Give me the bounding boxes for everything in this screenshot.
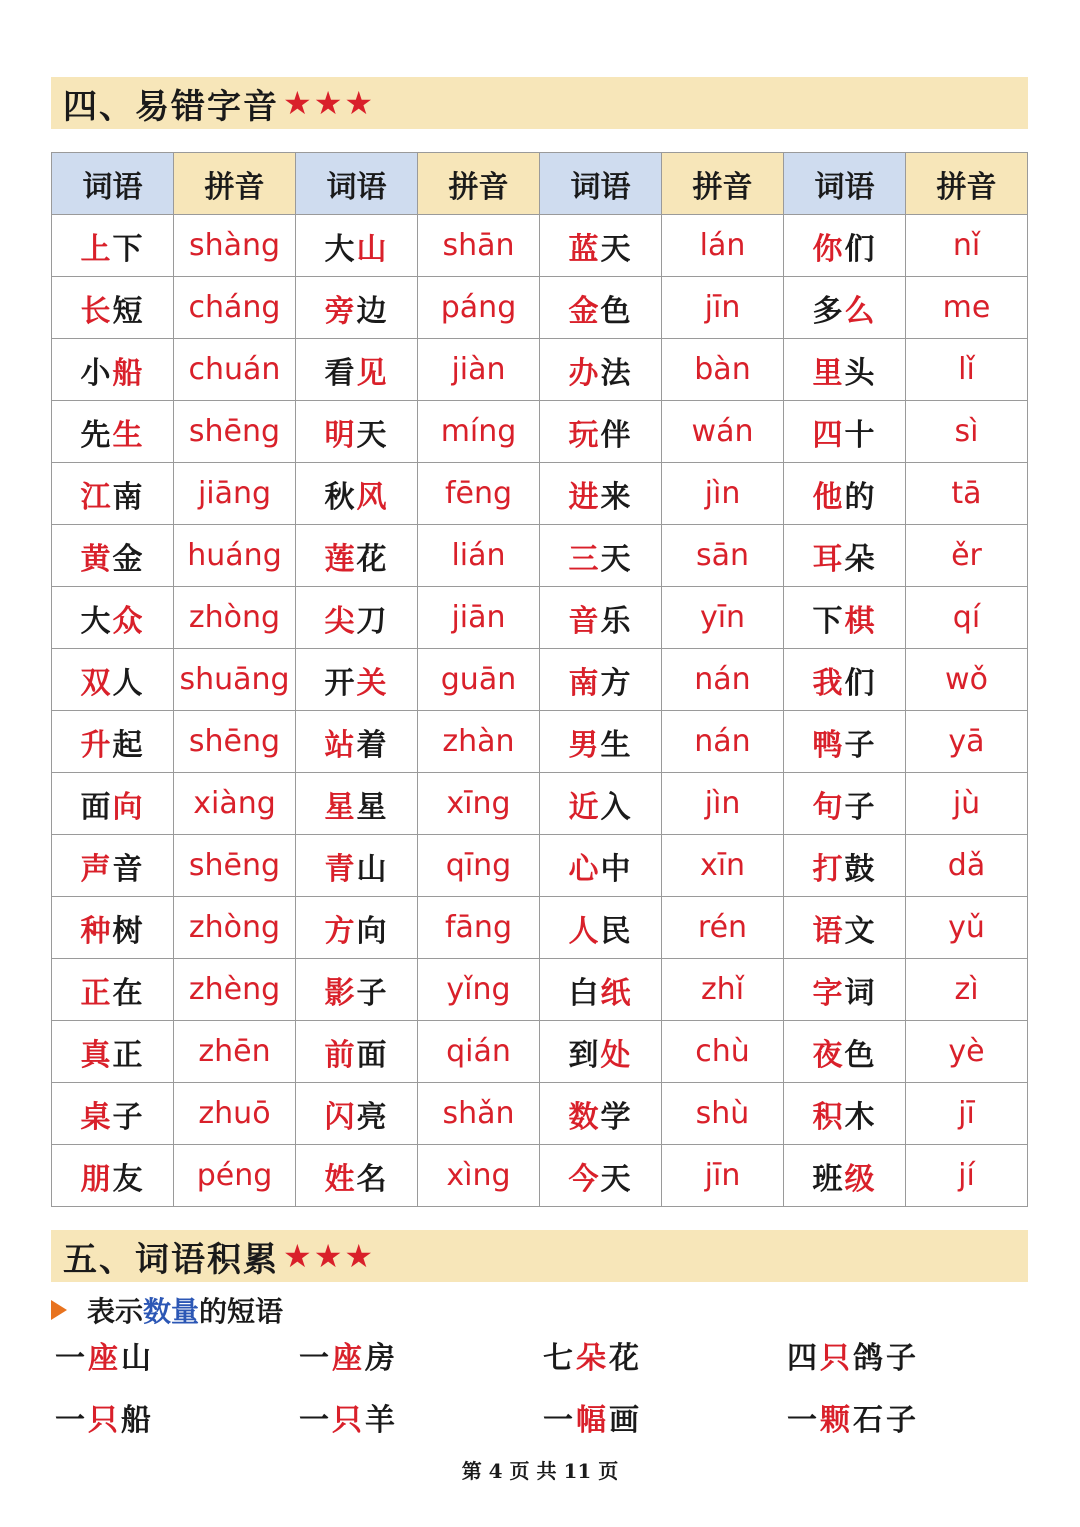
word-cell: 打鼓	[784, 835, 906, 897]
word-cell: 小船	[52, 339, 174, 401]
pinyin-cell: yǐng	[418, 959, 540, 1021]
word-cell: 近入	[540, 773, 662, 835]
word-cell: 影子	[296, 959, 418, 1021]
subheading-text: 表示数量的短语	[87, 1295, 284, 1328]
pinyin-cell: shān	[418, 215, 540, 277]
table-row	[52, 525, 1028, 587]
word-cell: 金色	[540, 277, 662, 339]
subheading	[51, 1290, 283, 1330]
header-pinyin: 拼音	[662, 153, 784, 215]
word-cell: 耳朵	[784, 525, 906, 587]
pinyin-cell: zhēn	[174, 1021, 296, 1083]
word-cell: 方向	[296, 897, 418, 959]
pinyin-cell: zhuō	[174, 1083, 296, 1145]
table-row	[52, 649, 1028, 711]
word-cell: 蓝天	[540, 215, 662, 277]
pinyin-cell: míng	[418, 401, 540, 463]
word-cell: 黄金	[52, 525, 174, 587]
word-cell: 升起	[52, 711, 174, 773]
word-cell: 三天	[540, 525, 662, 587]
section-5-title: 五、词语积累	[63, 1239, 279, 1280]
word-cell: 句子	[784, 773, 906, 835]
phrase-item: 一颗石子	[787, 1403, 919, 1438]
word-cell: 今天	[540, 1145, 662, 1207]
pinyin-cell: shù	[662, 1083, 784, 1145]
pinyin-cell: yīn	[662, 587, 784, 649]
pinyin-cell: dǎ	[906, 835, 1028, 897]
pinyin-cell: xìng	[418, 1145, 540, 1207]
table-row	[52, 1021, 1028, 1083]
word-cell: 音乐	[540, 587, 662, 649]
pinyin-cell: xiàng	[174, 773, 296, 835]
table-row	[52, 587, 1028, 649]
pinyin-cell: jìn	[662, 463, 784, 525]
header-word: 词语	[52, 153, 174, 215]
pinyin-cell: chù	[662, 1021, 784, 1083]
pinyin-cell: shēng	[174, 835, 296, 897]
word-cell: 上下	[52, 215, 174, 277]
word-cell: 语文	[784, 897, 906, 959]
word-cell: 他的	[784, 463, 906, 525]
table-row	[52, 277, 1028, 339]
table-row	[52, 1083, 1028, 1145]
word-cell: 积木	[784, 1083, 906, 1145]
word-cell: 看见	[296, 339, 418, 401]
word-cell: 江南	[52, 463, 174, 525]
word-cell: 鸭子	[784, 711, 906, 773]
table-row	[52, 959, 1028, 1021]
pinyin-cell: nán	[662, 711, 784, 773]
pinyin-cell: xīn	[662, 835, 784, 897]
word-cell: 你们	[784, 215, 906, 277]
pinyin-cell: yǔ	[906, 897, 1028, 959]
pinyin-cell: shēng	[174, 711, 296, 773]
header-word: 词语	[540, 153, 662, 215]
word-cell: 大众	[52, 587, 174, 649]
pinyin-cell: rén	[662, 897, 784, 959]
word-cell: 四十	[784, 401, 906, 463]
table-row	[52, 773, 1028, 835]
header-pinyin: 拼音	[906, 153, 1028, 215]
word-cell: 多么	[784, 277, 906, 339]
pinyin-cell: zhàn	[418, 711, 540, 773]
pinyin-cell: me	[906, 277, 1028, 339]
word-cell: 尖刀	[296, 587, 418, 649]
pinyin-cell: fāng	[418, 897, 540, 959]
word-cell: 姓名	[296, 1145, 418, 1207]
pinyin-cell: nán	[662, 649, 784, 711]
word-cell: 进来	[540, 463, 662, 525]
pinyin-cell: jù	[906, 773, 1028, 835]
header-word: 词语	[296, 153, 418, 215]
word-cell: 长短	[52, 277, 174, 339]
pinyin-cell: zì	[906, 959, 1028, 1021]
pinyin-cell: zhǐ	[662, 959, 784, 1021]
word-cell: 站着	[296, 711, 418, 773]
pinyin-cell: sì	[906, 401, 1028, 463]
pinyin-cell: jí	[906, 1145, 1028, 1207]
word-cell: 种树	[52, 897, 174, 959]
word-cell: 秋风	[296, 463, 418, 525]
triangle-bullet-icon	[51, 1300, 67, 1320]
pinyin-cell: chuán	[174, 339, 296, 401]
word-cell: 旁边	[296, 277, 418, 339]
pinyin-cell: zhòng	[174, 587, 296, 649]
word-cell: 夜色	[784, 1021, 906, 1083]
pinyin-cell: cháng	[174, 277, 296, 339]
pinyin-cell: shàng	[174, 215, 296, 277]
pinyin-cell: nǐ	[906, 215, 1028, 277]
phrase-item: 一只羊	[299, 1403, 398, 1438]
word-cell: 我们	[784, 649, 906, 711]
pinyin-cell: huáng	[174, 525, 296, 587]
page-footer: 第 4 页 共 11 页	[461, 1459, 619, 1483]
word-cell: 数学	[540, 1083, 662, 1145]
pinyin-cell: jīn	[662, 277, 784, 339]
table-row	[52, 711, 1028, 773]
word-cell: 前面	[296, 1021, 418, 1083]
table-row	[52, 1145, 1028, 1207]
word-cell: 朋友	[52, 1145, 174, 1207]
word-cell: 到处	[540, 1021, 662, 1083]
section-4-title: 四、易错字音	[63, 86, 279, 127]
word-cell: 办法	[540, 339, 662, 401]
pinyin-cell: jiàn	[418, 339, 540, 401]
pinyin-cell: sān	[662, 525, 784, 587]
word-cell: 先生	[52, 401, 174, 463]
phrase-item: 七朵花	[543, 1341, 642, 1376]
pinyin-cell: fēng	[418, 463, 540, 525]
word-cell: 心中	[540, 835, 662, 897]
table-row	[52, 835, 1028, 897]
word-cell: 男生	[540, 711, 662, 773]
header-word: 词语	[784, 153, 906, 215]
pinyin-cell: yā	[906, 711, 1028, 773]
pinyin-cell: páng	[418, 277, 540, 339]
pinyin-cell: lǐ	[906, 339, 1028, 401]
pinyin-cell: qí	[906, 587, 1028, 649]
pinyin-cell: jiān	[418, 587, 540, 649]
pinyin-cell: shēng	[174, 401, 296, 463]
pinyin-cell: shuāng	[174, 649, 296, 711]
word-cell: 开关	[296, 649, 418, 711]
phrase-item: 一只船	[55, 1403, 154, 1438]
word-cell: 真正	[52, 1021, 174, 1083]
phrase-grid	[55, 1338, 1025, 1442]
pinyin-cell: péng	[174, 1145, 296, 1207]
phrase-item: 一座山	[55, 1341, 154, 1376]
word-cell: 正在	[52, 959, 174, 1021]
word-cell: 下棋	[784, 587, 906, 649]
word-cell: 莲花	[296, 525, 418, 587]
section-4-stars: ★★★	[283, 84, 376, 122]
section-5-stars: ★★★	[283, 1237, 376, 1275]
pronunciation-table	[51, 152, 1028, 1207]
word-cell: 声音	[52, 835, 174, 897]
pinyin-cell: qīng	[418, 835, 540, 897]
section-4-header	[51, 77, 1028, 129]
pinyin-cell: xīng	[418, 773, 540, 835]
word-cell: 面向	[52, 773, 174, 835]
word-cell: 大山	[296, 215, 418, 277]
pinyin-cell: yè	[906, 1021, 1028, 1083]
table-row	[52, 215, 1028, 277]
table-row	[52, 463, 1028, 525]
pinyin-cell: jiāng	[174, 463, 296, 525]
word-cell: 闪亮	[296, 1083, 418, 1145]
word-cell: 双人	[52, 649, 174, 711]
word-cell: 字词	[784, 959, 906, 1021]
pinyin-cell: wán	[662, 401, 784, 463]
pinyin-cell: lián	[418, 525, 540, 587]
header-pinyin: 拼音	[174, 153, 296, 215]
pinyin-cell: bàn	[662, 339, 784, 401]
word-cell: 里头	[784, 339, 906, 401]
pinyin-cell: tā	[906, 463, 1028, 525]
table-row	[52, 401, 1028, 463]
pinyin-cell: lán	[662, 215, 784, 277]
word-cell: 星星	[296, 773, 418, 835]
pinyin-cell: jìn	[662, 773, 784, 835]
pinyin-cell: jīn	[662, 1145, 784, 1207]
section-5-header	[51, 1230, 1028, 1282]
phrase-item: 一幅画	[543, 1403, 642, 1438]
word-cell: 南方	[540, 649, 662, 711]
word-cell: 人民	[540, 897, 662, 959]
pinyin-cell: zhòng	[174, 897, 296, 959]
word-cell: 白纸	[540, 959, 662, 1021]
word-cell: 玩伴	[540, 401, 662, 463]
table-row	[52, 339, 1028, 401]
pinyin-cell: guān	[418, 649, 540, 711]
pinyin-cell: zhèng	[174, 959, 296, 1021]
table-header-row	[52, 153, 1028, 215]
pinyin-cell: wǒ	[906, 649, 1028, 711]
word-cell: 班级	[784, 1145, 906, 1207]
word-cell: 明天	[296, 401, 418, 463]
pinyin-cell: jī	[906, 1083, 1028, 1145]
phrase-item: 一座房	[299, 1341, 398, 1376]
word-cell: 桌子	[52, 1083, 174, 1145]
pinyin-cell: ěr	[906, 525, 1028, 587]
pinyin-cell: qián	[418, 1021, 540, 1083]
pinyin-cell: shǎn	[418, 1083, 540, 1145]
table-row	[52, 897, 1028, 959]
word-cell: 青山	[296, 835, 418, 897]
header-pinyin: 拼音	[418, 153, 540, 215]
phrase-item: 四只鸽子	[787, 1341, 919, 1376]
